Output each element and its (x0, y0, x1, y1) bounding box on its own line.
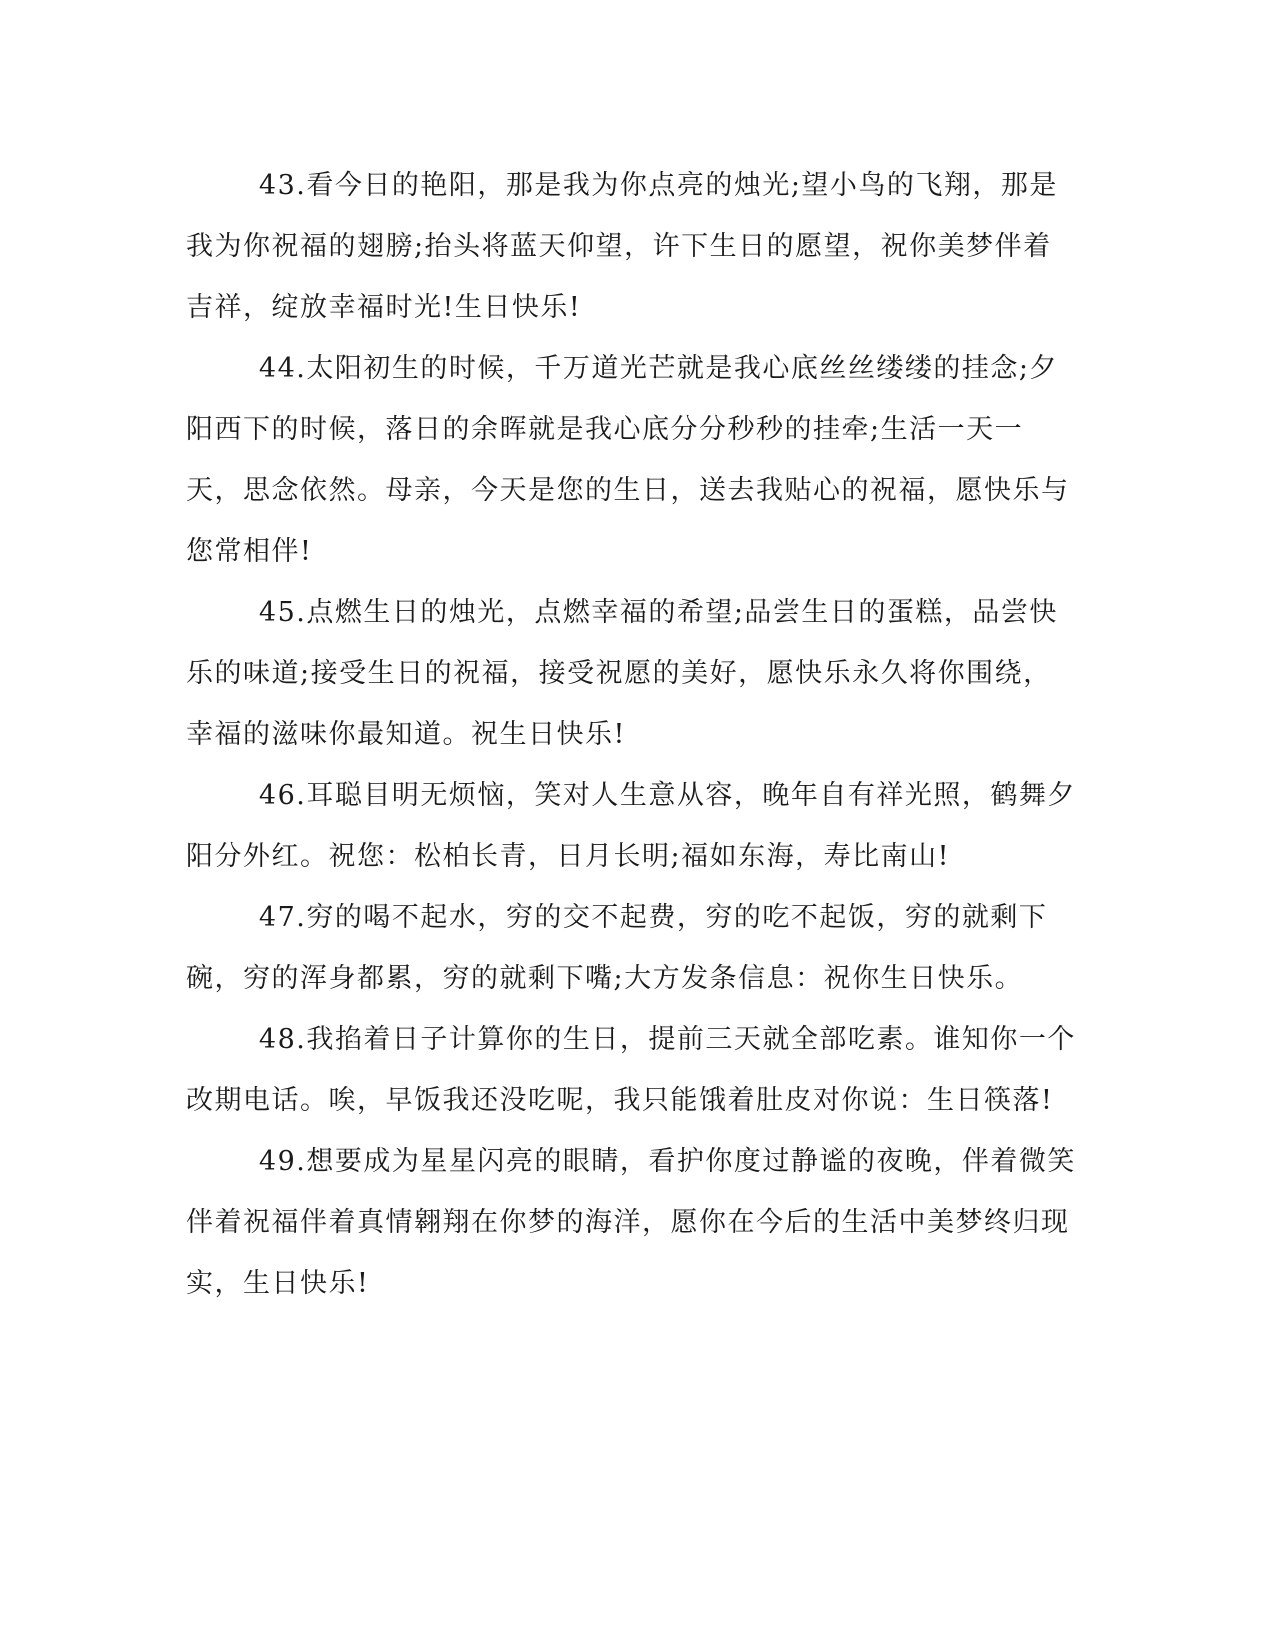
document-body (186, 155, 1076, 1314)
paragraph-46: 46.耳聪目明无烦恼，笑对人生意从容，晚年自有祥光照，鹤舞夕阳分外红。祝您：松柏长青，日月长明;福如东海，寿比南山! (186, 780, 1076, 872)
paragraph-47: 47.穷的喝不起水，穷的交不起费，穷的吃不起饭，穷的就剩下碗，穷的浑身都累，穷的就剩下嘴;大方发条信息：祝你生日快乐。 (186, 902, 1048, 994)
paragraph-49: 49.想要成为星星闪亮的眼睛，看护你度过静谧的夜晚，伴着微笑伴着祝福伴着真情翱翔在你梦的海洋，愿你在今后的生活中美梦终归现实，生日快乐! (186, 1146, 1076, 1299)
paragraph-45: 45.点燃生日的烛光，点燃幸福的希望;品尝生日的蛋糕，品尝快乐的味道;接受生日的祝福，接受祝愿的美好，愿快乐永久将你围绕，幸福的滋味你最知道。祝生日快乐! (186, 597, 1058, 750)
paragraph-44: 44.太阳初生的时候，千万道光芒就是我心底丝丝缕缕的挂念;夕阳西下的时候，落日的余晖就是我心底分分秒秒的挂牵;生活一天一天，思念依然。母亲，今天是您的生日，送去我贴心的祝福，愿快乐与您常相伴! (186, 353, 1070, 567)
paragraph-48: 48.我掐着日子计算你的生日，提前三天就全部吃素。谁知你一个改期电话。唉，早饭我还没吃呢，我只能饿着肚皮对你说：生日筷落! (186, 1024, 1076, 1116)
paragraph-43: 43.看今日的艳阳，那是我为你点亮的烛光;望小鸟的飞翔，那是我为你祝福的翅膀;抬头将蓝天仰望，许下生日的愿望，祝你美梦伴着吉祥，绽放幸福时光!生日快乐! (186, 170, 1058, 323)
